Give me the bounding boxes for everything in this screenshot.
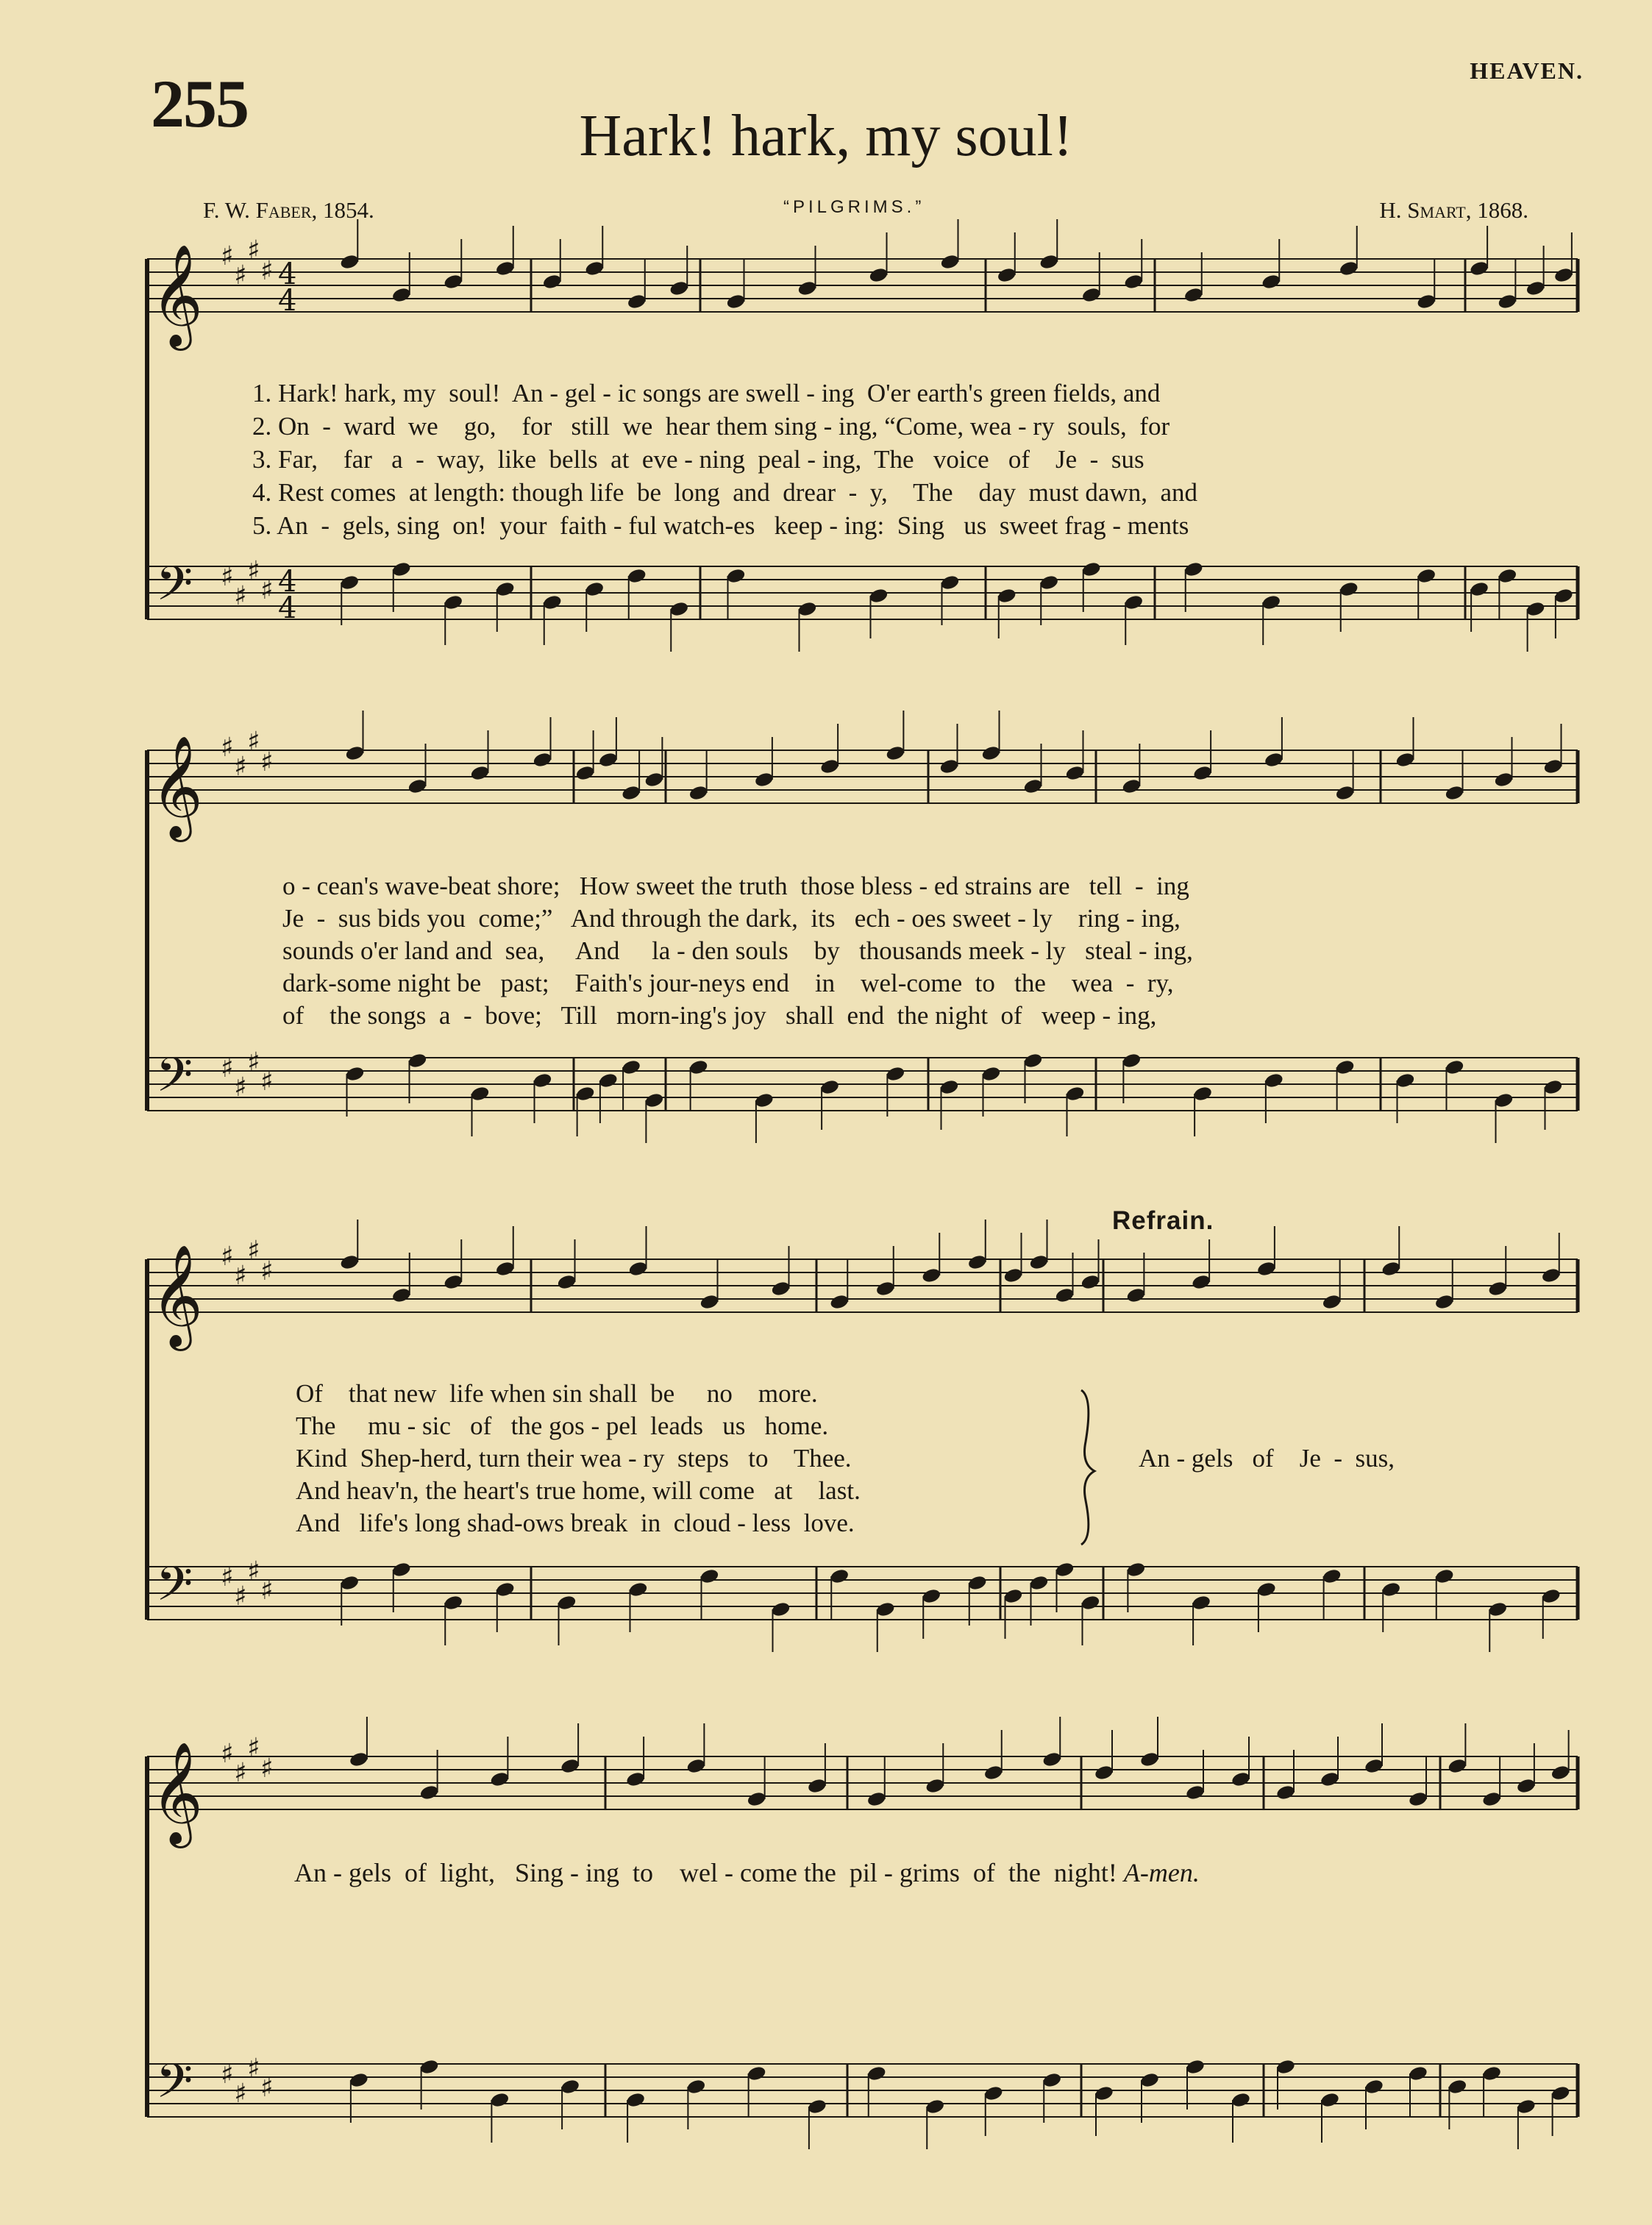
note-head [925, 1777, 945, 1794]
note-head [1339, 260, 1359, 277]
note-head [819, 1078, 840, 1095]
note-head [1028, 1574, 1049, 1591]
note-head [598, 751, 619, 768]
note-head [983, 1764, 1004, 1781]
note-head [1185, 2058, 1206, 2075]
note-head [1022, 777, 1043, 794]
note-head [1395, 1072, 1415, 1089]
note-head [699, 1567, 719, 1584]
note-head [1192, 764, 1213, 781]
note-head [407, 1052, 427, 1069]
note-head [1320, 2091, 1340, 2108]
note-head [939, 1078, 959, 1095]
note-head [469, 1085, 490, 1102]
bass-clef-icon: 𝄢 [156, 1557, 193, 1623]
note-head [1231, 2091, 1251, 2108]
note-head [1231, 1770, 1251, 1787]
note-head [1553, 587, 1574, 604]
note-head [807, 1777, 827, 1794]
note-head [1493, 1092, 1514, 1108]
note-head [1542, 1078, 1563, 1095]
note-head [391, 286, 412, 303]
note-head [1081, 560, 1102, 577]
sharp-icon: ♯ [221, 562, 234, 592]
note-head [807, 2098, 827, 2115]
bass-clef-icon: 𝄢 [156, 1048, 193, 1114]
note-head [866, 2065, 887, 2082]
note-head [1322, 1293, 1342, 1310]
time-signature-bottom: 4 [278, 591, 297, 625]
verse-line: 2. On - ward we go, for still we hear them sing - ing, “Come, wea - ry souls, for [252, 412, 1170, 441]
note-head [391, 560, 412, 577]
note-head [967, 1253, 988, 1270]
note-head [532, 1072, 552, 1089]
note-head [980, 744, 1001, 761]
note-head [754, 771, 775, 788]
note-head [1553, 266, 1574, 283]
note-head [1335, 784, 1356, 801]
note-head [1408, 2065, 1428, 2082]
sharp-icon: ♯ [234, 1072, 247, 1103]
note-head [1469, 580, 1489, 597]
note-head [1121, 1052, 1142, 1069]
note-head [584, 260, 605, 277]
note-head [1481, 1790, 1502, 1807]
note-head [1469, 260, 1489, 277]
sharp-icon: ♯ [260, 1576, 274, 1606]
note-head [797, 280, 817, 296]
note-head [770, 1280, 791, 1297]
note-head [1039, 574, 1059, 591]
note-head [1003, 1587, 1023, 1604]
refrain-text: An - gels of Je - sus, [1139, 1444, 1395, 1473]
note-head [349, 2071, 369, 2088]
note-head [885, 1065, 905, 1082]
note-head [725, 293, 746, 310]
note-head [627, 1581, 648, 1598]
note-head [1064, 1085, 1085, 1102]
note-head [1081, 286, 1102, 303]
note-head [1493, 771, 1514, 788]
note-head [1481, 2065, 1502, 2082]
note-head [1364, 2078, 1384, 2095]
note-head [542, 273, 563, 290]
note-head [1364, 1757, 1384, 1774]
note-head [532, 751, 552, 768]
note-head [686, 2078, 706, 2095]
sharp-icon: ♯ [247, 1733, 260, 1763]
note-head [1094, 2085, 1114, 2101]
note-head [627, 293, 647, 310]
note-head [1191, 1594, 1211, 1611]
note-head [725, 567, 746, 584]
note-head [1416, 293, 1436, 310]
sharp-icon: ♯ [260, 2073, 274, 2103]
note-head [983, 2085, 1004, 2101]
composer-name: H. Smart [1379, 197, 1466, 223]
note-head [625, 1770, 646, 1787]
note-head [1275, 2058, 1296, 2075]
sharp-icon: ♯ [234, 2079, 247, 2109]
note-head [1395, 751, 1415, 768]
note-head [868, 266, 889, 283]
note-head [967, 1574, 988, 1591]
note-head [575, 1085, 596, 1102]
verse-line: of the songs a - bove; Till morn-ing's joy shall end the night of weep - ing, [282, 1001, 1157, 1030]
sharp-icon: ♯ [234, 1581, 247, 1612]
sharp-icon: ♯ [221, 1562, 234, 1592]
verse-brace [1081, 1390, 1094, 1545]
note-head [560, 2078, 580, 2095]
note-head [339, 1253, 360, 1270]
note-head [560, 1757, 580, 1774]
note-head [1039, 253, 1059, 270]
verse-line: And life's long shad-ows break in cloud - less love. [296, 1509, 855, 1537]
note-head [407, 777, 427, 794]
note-head [1185, 1784, 1206, 1801]
note-head [1003, 1267, 1023, 1284]
sharp-icon: ♯ [260, 747, 274, 777]
note-head [489, 2091, 510, 2108]
note-head [885, 744, 905, 761]
note-head [1444, 784, 1464, 801]
note-head [1139, 2071, 1160, 2088]
note-head [495, 580, 516, 597]
note-head [1516, 2098, 1537, 2115]
note-head [542, 594, 563, 610]
verse-line: Kind Shep-herd, turn their wea - ry steps to Thee. [296, 1444, 852, 1473]
time-signature-top: 4 [278, 565, 297, 599]
note-head [621, 1058, 641, 1075]
note-head [1094, 1764, 1114, 1781]
author-year: , 1854. [311, 197, 374, 223]
note-head [797, 600, 817, 617]
verse-line: Je - sus bids you come;” And through the dark, its ech - oes sweet - ly ring - ing, [282, 904, 1181, 933]
note-head [443, 594, 463, 610]
note-head [1256, 1260, 1277, 1277]
note-head [669, 600, 689, 617]
note-head [1183, 560, 1204, 577]
note-head [1322, 1567, 1342, 1584]
note-head [1264, 751, 1284, 768]
sharp-icon: ♯ [247, 556, 260, 586]
note-head [939, 253, 960, 270]
note-head [1381, 1581, 1401, 1598]
sharp-icon: ♯ [260, 256, 274, 286]
note-head [443, 273, 463, 290]
note-head [939, 574, 960, 591]
note-head [644, 771, 664, 788]
note-head [747, 1790, 767, 1807]
note-head [1525, 280, 1546, 296]
verse-line: o - cean's wave-beat shore; How sweet the truth those bless - ed strains are tell - ing [282, 872, 1189, 900]
bass-clef-icon: 𝄢 [156, 557, 193, 623]
note-head [747, 2065, 767, 2082]
note-head [1550, 1764, 1571, 1781]
note-head [1042, 1751, 1062, 1767]
note-head [686, 1757, 706, 1774]
author-name: F. W. Faber [203, 197, 312, 223]
hymn-number: 255 [151, 66, 248, 141]
note-head [688, 1058, 709, 1075]
note-head [921, 1587, 941, 1604]
sharp-icon: ♯ [221, 2060, 234, 2090]
section-heading: HEAVEN. [1470, 57, 1584, 84]
note-head [495, 1260, 516, 1277]
note-head [1487, 1601, 1508, 1617]
treble-clef-icon: 𝄞 [151, 1245, 203, 1347]
note-head [866, 1790, 887, 1807]
note-head [1542, 758, 1563, 775]
note-head [754, 1092, 775, 1108]
tune-name: “PILGRIMS.” [783, 197, 925, 217]
note-head [1487, 1280, 1508, 1297]
note-head [1264, 1072, 1284, 1089]
note-head [997, 587, 1017, 604]
refrain-label: Refrain. [1112, 1206, 1214, 1235]
note-head [875, 1601, 896, 1617]
verse-line: The mu - sic of the gos - pel leads us home. [296, 1411, 829, 1440]
note-head [584, 580, 605, 597]
ending-text: An - gels of light, Sing - ing to wel - come the pil - grims of the night! [294, 1858, 1124, 1887]
sharp-icon: ♯ [260, 1256, 274, 1286]
sharp-icon: ♯ [247, 727, 260, 757]
note-head [1275, 1784, 1296, 1801]
note-head [1320, 1770, 1340, 1787]
note-head [1042, 2071, 1062, 2088]
note-head [443, 1594, 463, 1611]
verse-line: dark-some night be past; Faith's jour-neys end in wel-come to the wea - ry, [282, 969, 1174, 997]
note-head [939, 758, 959, 775]
note-head [1416, 567, 1436, 584]
note-head [1497, 567, 1517, 584]
sharp-icon: ♯ [247, 235, 260, 266]
note-head [829, 1293, 850, 1310]
note-head [575, 764, 596, 781]
note-head [339, 1574, 360, 1591]
note-head [495, 1581, 516, 1598]
note-head [1339, 580, 1359, 597]
note-head [1054, 1286, 1075, 1303]
note-head [829, 1567, 850, 1584]
sharp-icon: ♯ [260, 575, 274, 605]
note-head [1550, 2085, 1571, 2101]
note-head [1139, 1751, 1160, 1767]
time-signature-top: 4 [278, 257, 297, 291]
sharp-icon: ♯ [221, 1053, 234, 1083]
sharp-icon: ♯ [234, 581, 247, 611]
note-head [1064, 764, 1085, 781]
note-head [1335, 1058, 1356, 1075]
amen-text: A-men. [1123, 1858, 1200, 1887]
note-head [688, 784, 709, 801]
note-head [1028, 1253, 1049, 1270]
note-head [1022, 1052, 1043, 1069]
verse-line: Of that new life when sin shall be no more. [296, 1379, 818, 1408]
note-head [1125, 1561, 1146, 1578]
note-head [1123, 273, 1144, 290]
sharp-icon: ♯ [221, 1739, 234, 1769]
ending-line [294, 1857, 1200, 1888]
verse-line: 1. Hark! hark, my soul! An - gel - ic songs are swell - ing O'er earth's green fields, and [252, 379, 1161, 407]
note-head [1261, 273, 1281, 290]
note-head [1408, 1790, 1428, 1807]
note-head [1541, 1587, 1562, 1604]
note-head [1434, 1567, 1455, 1584]
treble-clef-icon: 𝄞 [151, 736, 203, 838]
hymn-title: Hark! hark, my soul! [579, 104, 1073, 168]
note-head [669, 280, 689, 296]
note-head [627, 1260, 648, 1277]
note-head [469, 764, 490, 781]
note-head [1434, 1293, 1455, 1310]
note-head [699, 1293, 719, 1310]
note-head [391, 1561, 412, 1578]
note-head [621, 784, 641, 801]
note-head [556, 1594, 577, 1611]
sharp-icon: ♯ [247, 1047, 260, 1078]
note-head [344, 744, 365, 761]
note-head [875, 1280, 896, 1297]
note-head [1121, 777, 1142, 794]
note-head [627, 567, 647, 584]
sharp-icon: ♯ [221, 733, 234, 763]
note-head [339, 253, 360, 270]
verse-line: And heav'n, the heart's true home, will come at last. [296, 1476, 861, 1505]
note-head [1447, 2078, 1467, 2095]
note-head [1080, 1594, 1100, 1611]
verse-line: 5. An - gels, sing on! your faith - ful watch-es keep - ing: Sing us sweet frag - ments [252, 511, 1189, 540]
note-head [1525, 600, 1546, 617]
note-head [344, 1065, 365, 1082]
note-head [1125, 1286, 1146, 1303]
note-head [443, 1273, 463, 1290]
note-head [1183, 286, 1204, 303]
sharp-icon: ♯ [234, 752, 247, 782]
sharp-icon: ♯ [234, 1758, 247, 1788]
note-head [419, 2058, 440, 2075]
note-head [625, 2091, 646, 2108]
note-head [1191, 1273, 1211, 1290]
note-head [1541, 1267, 1562, 1284]
note-head [1447, 1757, 1467, 1774]
note-head [770, 1601, 791, 1617]
time-signature-bottom: 4 [278, 284, 297, 318]
note-head [1381, 1260, 1401, 1277]
sharp-icon: ♯ [247, 1236, 260, 1266]
note-head [349, 1751, 369, 1767]
note-head [1080, 1273, 1100, 1290]
note-head [339, 574, 360, 591]
note-head [997, 266, 1017, 283]
sharp-icon: ♯ [221, 1242, 234, 1272]
note-head [1261, 594, 1281, 610]
sharp-icon: ♯ [260, 1754, 274, 1784]
treble-clef-icon: 𝄞 [151, 1742, 203, 1844]
note-head [1444, 1058, 1464, 1075]
note-head [1192, 1085, 1213, 1102]
note-head [489, 1770, 510, 1787]
sharp-icon: ♯ [234, 260, 247, 291]
verse-line: sounds o'er land and sea, And la - den souls by thousands meek - ly steal - ing, [282, 936, 1193, 965]
note-head [1123, 594, 1144, 610]
note-head [1256, 1581, 1277, 1598]
composer-year: , 1868. [1465, 197, 1528, 223]
note-head [1054, 1561, 1075, 1578]
sharp-icon: ♯ [221, 241, 234, 271]
treble-clef-icon: 𝄞 [151, 244, 203, 346]
note-head [1516, 1777, 1537, 1794]
sharp-icon: ♯ [247, 2054, 260, 2084]
sharp-icon: ♯ [260, 1067, 274, 1097]
verse-line: 4. Rest comes at length: though life be long and drear - y, The day must dawn, and [252, 478, 1198, 507]
note-head [921, 1267, 941, 1284]
note-head [391, 1286, 412, 1303]
note-head [598, 1072, 619, 1089]
bass-clef-icon: 𝄢 [156, 2054, 193, 2121]
note-head [868, 587, 889, 604]
note-head [419, 1784, 440, 1801]
note-head [819, 758, 840, 775]
note-head [495, 260, 516, 277]
sharp-icon: ♯ [234, 1261, 247, 1291]
note-head [644, 1092, 664, 1108]
note-head [556, 1273, 577, 1290]
sharp-icon: ♯ [247, 1556, 260, 1587]
note-head [925, 2098, 945, 2115]
note-head [1497, 293, 1517, 310]
verse-line: 3. Far, far a - way, like bells at eve - ning peal - ing, The voice of Je - sus [252, 445, 1144, 474]
note-head [980, 1065, 1001, 1082]
